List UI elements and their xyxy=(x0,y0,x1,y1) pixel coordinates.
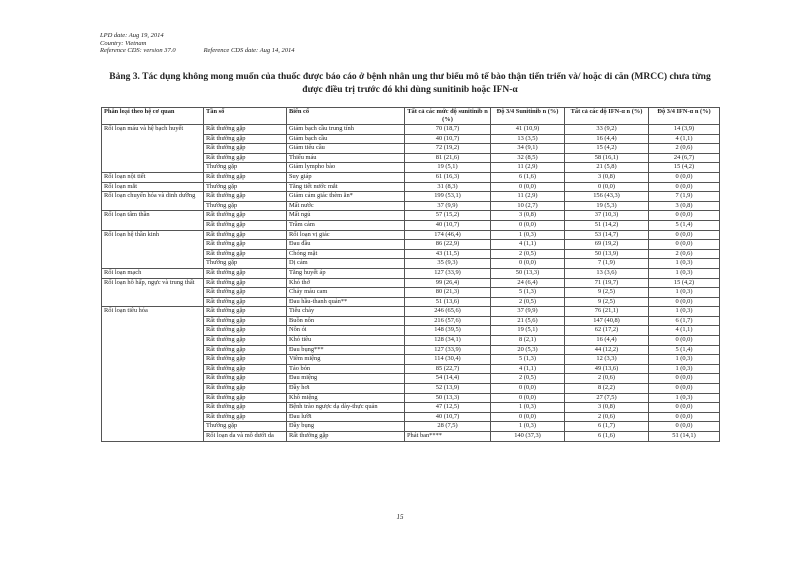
cell-sunitinib-grade34: 1 (0,3) xyxy=(491,403,565,413)
cell-frequency: Thường gặp xyxy=(204,163,287,173)
cell-ifn-grade34: 1 (0,3) xyxy=(649,355,720,365)
cell-ifn-grade34: 0 (0,0) xyxy=(649,230,720,240)
cell-ifn-grade34: 0 (0,0) xyxy=(649,374,720,384)
cell-system-organ-class: Rối loạn mắt xyxy=(102,182,204,192)
cell-frequency: Rất thường gặp xyxy=(204,240,287,250)
cell-event: Khô miệng xyxy=(287,393,405,403)
cell-sunitinib-all: 31 (8,3) xyxy=(405,182,491,192)
table-row xyxy=(102,307,720,317)
cell-ifn-all: 6 (1,7) xyxy=(565,422,649,432)
table-row xyxy=(102,211,720,221)
cell-sunitinib-grade34: 5 (1,3) xyxy=(491,288,565,298)
cell-sunitinib-grade34: 1 (0,3) xyxy=(491,230,565,240)
reference-line xyxy=(100,47,323,55)
cell-event: Trầm cảm xyxy=(287,220,405,230)
cell-sunitinib-all: 199 (53,1) xyxy=(405,192,491,202)
cell-ifn-grade34: 3 (0,8) xyxy=(649,201,720,211)
cell-event: Buồn nôn xyxy=(287,316,405,326)
cell-sunitinib-grade34: 21 (5,6) xyxy=(491,316,565,326)
cell-system-organ-class: Rối loạn nội tiết xyxy=(102,172,204,182)
cell-sunitinib-all: 61 (16,3) xyxy=(405,172,491,182)
cell-system-organ-class: Rối loạn tiêu hóa xyxy=(102,307,204,441)
cell-frequency: Rất thường gặp xyxy=(204,374,287,384)
country: Country: Vietnam xyxy=(100,39,147,47)
cell-sunitinib-grade34: 0 (0,0) xyxy=(491,182,565,192)
cell-ifn-grade34: 5 (1,4) xyxy=(649,220,720,230)
table-title: Bảng 3. Tác dụng không mong muốn của thuốc được báo cáo ở bệnh nhân ung thư biểu mô tế bào thận tiến triển và/ hoặc di căn (MRCC) chưa từng được điều trị trước đó khi dùng sunitinib hoặc IFN-α xyxy=(109,72,711,95)
cell-ifn-grade34: 1 (0,3) xyxy=(649,259,720,269)
cell-frequency: Rất thường gặp xyxy=(204,134,287,144)
cell-ifn-grade34: 4 (1,1) xyxy=(649,326,720,336)
cell-ifn-grade34: 0 (0,0) xyxy=(649,182,720,192)
cell-frequency: Rất thường gặp xyxy=(204,403,287,413)
cell-ifn-all: 2 (0,6) xyxy=(565,374,649,384)
cell-sunitinib-all: 70 (18,7) xyxy=(405,125,491,135)
cell-ifn-grade34: 0 (0,0) xyxy=(649,384,720,394)
cell-ifn-all: 51 (14,1) xyxy=(649,432,720,442)
cell-event: Đau lưỡi xyxy=(287,412,405,422)
cell-sunitinib-all: 81 (21,6) xyxy=(405,153,491,163)
cell-sunitinib-all: 35 (9,3) xyxy=(405,259,491,269)
cell-sunitinib-grade34: 11 (2,9) xyxy=(491,192,565,202)
cell-ifn-all: 3 (0,8) xyxy=(565,403,649,413)
cell-event: Khó thở xyxy=(287,278,405,288)
cell-sunitinib-grade34: 2 (0,5) xyxy=(491,249,565,259)
cell-sunitinib-grade34: 0 (0,0) xyxy=(491,393,565,403)
cell-event: Mất ngủ xyxy=(287,211,405,221)
table-row xyxy=(102,268,720,278)
cell-ifn-grade34: 0 (0,0) xyxy=(649,240,720,250)
cell-ifn-all: 13 (3,6) xyxy=(565,268,649,278)
cell-ifn-all: 27 (7,5) xyxy=(565,393,649,403)
cell-sunitinib-grade34: 11 (2,9) xyxy=(491,163,565,173)
cell-sunitinib-grade34: 3 (0,8) xyxy=(491,211,565,221)
cell-frequency: Rất thường gặp xyxy=(204,192,287,202)
cell-ifn-all: 16 (4,4) xyxy=(565,134,649,144)
cell-frequency: Rất thường gặp xyxy=(204,144,287,154)
cell-sunitinib-all: 28 (7,5) xyxy=(405,422,491,432)
cell-sunitinib-all: 50 (13,3) xyxy=(405,393,491,403)
cell-event: Dị cảm xyxy=(287,259,405,269)
cell-ifn-grade34: 14 (3,9) xyxy=(649,125,720,135)
cell-event: Rối loạn vị giác xyxy=(287,230,405,240)
cell-event: Giảm lympho bào xyxy=(287,163,405,173)
cell-sunitinib-all: 54 (14,4) xyxy=(405,374,491,384)
cell-event: Giảm tiểu cầu xyxy=(287,144,405,154)
cell-system-organ-class: Rối loạn hô hấp, ngực và trung thất xyxy=(102,278,204,307)
cell-ifn-all: 156 (43,3) xyxy=(565,192,649,202)
cell-system-organ-class: Rối loạn mạch xyxy=(102,268,204,278)
cell-event: Đầy hơi xyxy=(287,384,405,394)
cell-ifn-grade34: 15 (4,2) xyxy=(649,278,720,288)
cell-ifn-grade34: 6 (1,7) xyxy=(649,316,720,326)
cell-frequency: Rất thường gặp xyxy=(204,307,287,317)
cell-sunitinib-grade34: 24 (6,4) xyxy=(491,278,565,288)
cell-ifn-all: 33 (9,2) xyxy=(565,125,649,135)
cell-frequency: Thường gặp xyxy=(204,182,287,192)
cell-ifn-all: 76 (21,1) xyxy=(565,307,649,317)
cell-ifn-grade34: 4 (1,1) xyxy=(649,134,720,144)
cell-ifn-grade34: 7 (1,9) xyxy=(649,192,720,202)
reference-date: Reference CDS date: Aug 14, 2014 xyxy=(203,47,295,54)
cell-sunitinib-grade34: 5 (1,3) xyxy=(491,355,565,365)
cell-event: Phát ban**** xyxy=(405,432,491,442)
cell-sunitinib-grade34: 1 (0,3) xyxy=(491,422,565,432)
cell-event: Tăng tiết nước mắt xyxy=(287,182,405,192)
lpd-date: LPD date: Aug 19, 2014 xyxy=(100,32,164,39)
cell-ifn-all: 147 (40,8) xyxy=(565,316,649,326)
cell-sunitinib-grade34: 8 (2,1) xyxy=(491,336,565,346)
page-number: 15 xyxy=(396,513,404,521)
cell-sunitinib-all: 85 (22,7) xyxy=(405,364,491,374)
cell-system-organ-class: Rối loạn tâm thần xyxy=(102,211,204,230)
cell-frequency: Rất thường gặp xyxy=(204,384,287,394)
cell-sunitinib-grade34: 19 (5,1) xyxy=(491,326,565,336)
cell-sunitinib-all: 127 (33,9) xyxy=(405,268,491,278)
cell-sunitinib-grade34: 34 (9,1) xyxy=(491,144,565,154)
cell-event: Khó tiêu xyxy=(287,336,405,346)
cell-event: Suy giáp xyxy=(287,172,405,182)
cell-sunitinib-all: 128 (34,1) xyxy=(405,336,491,346)
cell-sunitinib-grade34: 2 (0,5) xyxy=(491,374,565,384)
table-row xyxy=(102,230,720,240)
cell-frequency: Rất thường gặp xyxy=(204,288,287,298)
cell-sunitinib-all: 57 (15,2) xyxy=(405,211,491,221)
cell-frequency: Rất thường gặp xyxy=(204,153,287,163)
col-header-ifn-all: Tất cả các độ IFN-α n (%) xyxy=(565,108,649,125)
cell-sunitinib-grade34: 4 (1,1) xyxy=(491,364,565,374)
cell-sunitinib-all: 40 (10,7) xyxy=(405,220,491,230)
cell-sunitinib-all: 174 (46,4) xyxy=(405,230,491,240)
cell-ifn-all: 3 (0,8) xyxy=(565,172,649,182)
col-header-sunitinib-all: Tất cả các mức độ sunitinib n (%) xyxy=(405,108,491,125)
table-row xyxy=(102,182,720,192)
cell-frequency: Rất thường gặp xyxy=(204,336,287,346)
col-header-event: Biến cố xyxy=(287,108,405,125)
cell-sunitinib-grade34: 50 (13,3) xyxy=(491,268,565,278)
cell-ifn-grade34: 2 (0,6) xyxy=(649,144,720,154)
cell-ifn-grade34: 0 (0,0) xyxy=(649,211,720,221)
cell-sunitinib-all: 148 (39,5) xyxy=(405,326,491,336)
cell-ifn-all: 8 (2,2) xyxy=(565,384,649,394)
cell-sunitinib-all: 86 (22,9) xyxy=(405,240,491,250)
cell-ifn-grade34: 0 (0,0) xyxy=(649,412,720,422)
cell-frequency: Rất thường gặp xyxy=(204,278,287,288)
cell-sunitinib-grade34: 37 (9,9) xyxy=(491,307,565,317)
table-row xyxy=(102,172,720,182)
cell-ifn-all: 49 (13,6) xyxy=(565,364,649,374)
cell-frequency: Rất thường gặp xyxy=(204,316,287,326)
table-header-row xyxy=(102,108,720,125)
cell-ifn-all: 51 (14,2) xyxy=(565,220,649,230)
cell-event: Đau hầu-thanh quản** xyxy=(287,297,405,307)
cell-frequency: Rất thường gặp xyxy=(204,412,287,422)
cell-ifn-all: 37 (10,3) xyxy=(565,211,649,221)
cell-ifn-all: 50 (13,9) xyxy=(565,249,649,259)
cell-ifn-grade34: 0 (0,0) xyxy=(649,422,720,432)
cell-ifn-all: 71 (19,7) xyxy=(565,278,649,288)
cell-ifn-grade34: 1 (0,3) xyxy=(649,268,720,278)
col-header-ifn-grade34: Độ 3/4 IFN-α n (%) xyxy=(649,108,720,125)
cell-event: Mất nước xyxy=(287,201,405,211)
table-row xyxy=(102,192,720,202)
cell-ifn-grade34: 0 (0,0) xyxy=(649,403,720,413)
cell-event: Chảy máu cam xyxy=(287,288,405,298)
reference-version: Reference CDS: version 37.0 xyxy=(100,47,176,54)
table-row xyxy=(102,125,720,135)
cell-ifn-grade34: 24 (6,7) xyxy=(649,153,720,163)
cell-ifn-grade34: 2 (0,6) xyxy=(649,249,720,259)
cell-sunitinib-all: 140 (37,3) xyxy=(491,432,565,442)
cell-sunitinib-grade34: 0 (0,0) xyxy=(491,384,565,394)
cell-ifn-grade34: 1 (0,3) xyxy=(649,364,720,374)
cell-sunitinib-all: 114 (30,4) xyxy=(405,355,491,365)
cell-frequency: Rất thường gặp xyxy=(204,249,287,259)
cell-sunitinib-all: 72 (19,2) xyxy=(405,144,491,154)
cell-system-organ-class: Rối loạn hệ thần kinh xyxy=(102,230,204,268)
cell-ifn-all: 2 (0,6) xyxy=(565,412,649,422)
cell-ifn-all: 44 (12,2) xyxy=(565,345,649,355)
cell-sunitinib-grade34: 2 (0,5) xyxy=(491,297,565,307)
cell-ifn-all: 15 (4,2) xyxy=(565,144,649,154)
cell-frequency: Rất thường gặp xyxy=(204,230,287,240)
cell-ifn-grade34: 1 (0,3) xyxy=(649,393,720,403)
cell-frequency: Rất thường gặp xyxy=(287,432,405,442)
cell-sunitinib-grade34: 32 (8,5) xyxy=(491,153,565,163)
cell-frequency: Rất thường gặp xyxy=(204,172,287,182)
cell-ifn-grade34: 5 (1,4) xyxy=(649,345,720,355)
cell-ifn-grade34: 0 (0,0) xyxy=(649,172,720,182)
cell-sunitinib-all: 40 (10,7) xyxy=(405,412,491,422)
cell-ifn-grade34: 1 (0,3) xyxy=(649,288,720,298)
cell-ifn-grade34: 15 (4,2) xyxy=(649,163,720,173)
cell-event: Đau miệng xyxy=(287,374,405,384)
cell-frequency: Rất thường gặp xyxy=(204,211,287,221)
cell-sunitinib-grade34: 41 (10,9) xyxy=(491,125,565,135)
cell-frequency: Rất thường gặp xyxy=(204,393,287,403)
cell-ifn-grade34: 0 (0,0) xyxy=(649,336,720,346)
cell-ifn-all: 16 (4,4) xyxy=(565,336,649,346)
cell-sunitinib-all: 43 (11,5) xyxy=(405,249,491,259)
cell-event: Tăng huyết áp xyxy=(287,268,405,278)
cell-frequency: Rất thường gặp xyxy=(204,345,287,355)
cell-ifn-all: 9 (2,5) xyxy=(565,297,649,307)
cell-sunitinib-all: 216 (57,6) xyxy=(405,316,491,326)
cell-frequency: Rất thường gặp xyxy=(204,355,287,365)
cell-ifn-all: 9 (2,5) xyxy=(565,288,649,298)
cell-event: Đầy bụng xyxy=(287,422,405,432)
cell-sunitinib-grade34: 0 (0,0) xyxy=(491,412,565,422)
cell-sunitinib-all: 47 (12,5) xyxy=(405,403,491,413)
cell-sunitinib-all: 99 (26,4) xyxy=(405,278,491,288)
cell-ifn-all: 7 (1,9) xyxy=(565,259,649,269)
cell-frequency: Rất thường gặp xyxy=(204,364,287,374)
cell-sunitinib-grade34: 10 (2,7) xyxy=(491,201,565,211)
cell-ifn-all: 69 (19,2) xyxy=(565,240,649,250)
table-row xyxy=(102,278,720,288)
cell-sunitinib-all: 80 (21,3) xyxy=(405,288,491,298)
cell-sunitinib-grade34: 20 (5,3) xyxy=(491,345,565,355)
cell-frequency: Thường gặp xyxy=(204,422,287,432)
cell-event: Giảm bạch cầu xyxy=(287,134,405,144)
cell-sunitinib-all: 19 (5,1) xyxy=(405,163,491,173)
cell-frequency: Rất thường gặp xyxy=(204,125,287,135)
cell-system-organ-class: Rối loạn da và mô dưới da xyxy=(204,432,287,442)
cell-sunitinib-all: 51 (13,6) xyxy=(405,297,491,307)
cell-sunitinib-all: 127 (33,9) xyxy=(405,345,491,355)
cell-sunitinib-grade34: 6 (1,6) xyxy=(565,432,649,442)
cell-event: Đau bụng*** xyxy=(287,345,405,355)
cell-frequency: Thường gặp xyxy=(204,259,287,269)
cell-event: Tiêu chảy xyxy=(287,307,405,317)
cell-event: Nôn ói xyxy=(287,326,405,336)
adverse-events-table xyxy=(101,107,720,442)
cell-ifn-all: 62 (17,2) xyxy=(565,326,649,336)
cell-sunitinib-all: 37 (9,9) xyxy=(405,201,491,211)
cell-sunitinib-grade34: 4 (1,1) xyxy=(491,240,565,250)
cell-event: Viêm miệng xyxy=(287,355,405,365)
cell-sunitinib-grade34: 0 (0,0) xyxy=(491,220,565,230)
cell-ifn-all: 53 (14,7) xyxy=(565,230,649,240)
col-header-soc: Phân loại theo hệ cơ quan xyxy=(102,108,204,125)
cell-ifn-all: 19 (5,3) xyxy=(565,201,649,211)
cell-sunitinib-grade34: 0 (0,0) xyxy=(491,259,565,269)
cell-sunitinib-grade34: 13 (3,5) xyxy=(491,134,565,144)
cell-system-organ-class: Rối loạn máu và hệ bạch huyết xyxy=(102,125,204,173)
cell-frequency: Rất thường gặp xyxy=(204,297,287,307)
cell-event: Đau đầu xyxy=(287,240,405,250)
cell-sunitinib-all: 246 (65,6) xyxy=(405,307,491,317)
cell-event: Thiếu máu xyxy=(287,153,405,163)
cell-ifn-grade34: 1 (0,3) xyxy=(649,307,720,317)
cell-ifn-grade34: 0 (0,0) xyxy=(649,297,720,307)
cell-frequency: Thường gặp xyxy=(204,201,287,211)
col-header-sunitinib-grade34: Độ 3/4 Sunitinib n (%) xyxy=(491,108,565,125)
cell-system-organ-class: Rối loạn chuyển hóa và dinh dưỡng xyxy=(102,192,204,211)
cell-frequency: Rất thường gặp xyxy=(204,326,287,336)
cell-ifn-all: 12 (3,3) xyxy=(565,355,649,365)
cell-frequency: Rất thường gặp xyxy=(204,220,287,230)
cell-ifn-all: 58 (16,1) xyxy=(565,153,649,163)
cell-sunitinib-all: 40 (10,7) xyxy=(405,134,491,144)
cell-event: Giảm bạch cầu trung tính xyxy=(287,125,405,135)
col-header-frequency: Tần số xyxy=(204,108,287,125)
cell-ifn-all: 0 (0,0) xyxy=(565,182,649,192)
cell-sunitinib-all: 52 (13,9) xyxy=(405,384,491,394)
cell-sunitinib-grade34: 6 (1,6) xyxy=(491,172,565,182)
cell-event: Chóng mặt xyxy=(287,249,405,259)
cell-ifn-all: 21 (5,8) xyxy=(565,163,649,173)
cell-event: Táo bón xyxy=(287,364,405,374)
document-header xyxy=(100,32,323,55)
cell-event: Giảm cảm giác thèm ăn* xyxy=(287,192,405,202)
cell-event: Bệnh trào ngược dạ dày-thực quản xyxy=(287,403,405,413)
cell-frequency: Rất thường gặp xyxy=(204,268,287,278)
